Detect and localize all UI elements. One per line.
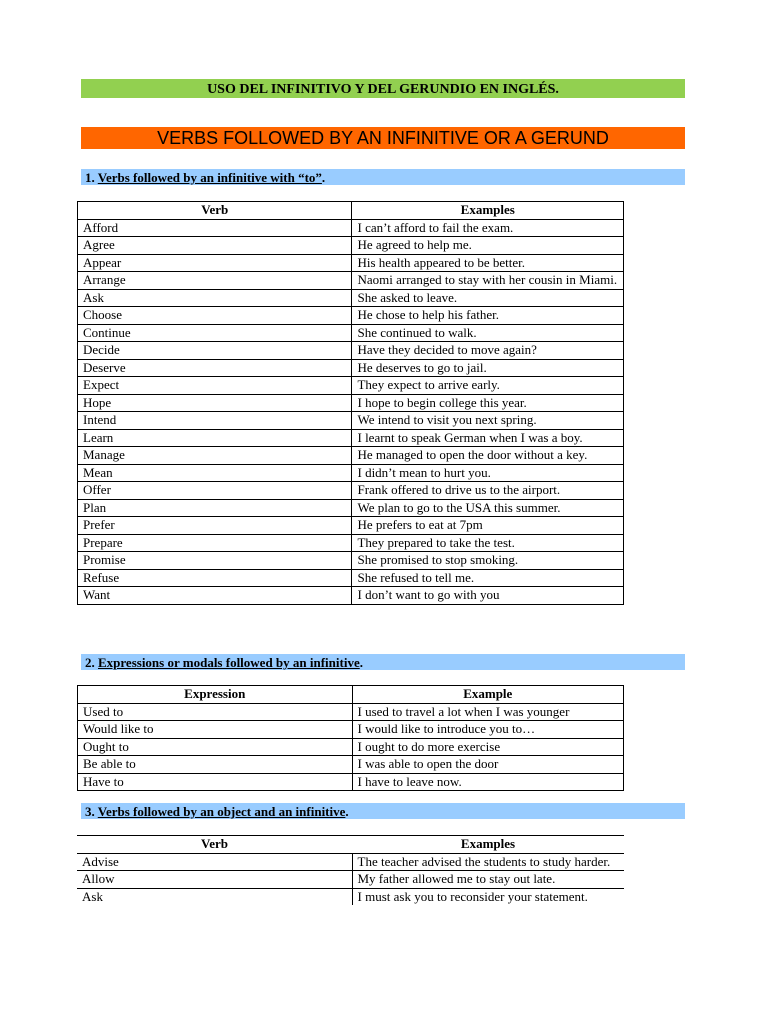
- column-header-verb: Verb: [77, 836, 352, 854]
- verb-object-table: [77, 835, 624, 905]
- example-cell: Have they decided to move again?: [352, 342, 624, 360]
- table-row: [78, 394, 624, 412]
- section-title: Expressions or modals followed by an infinitive: [98, 655, 360, 670]
- section-1-heading: [81, 169, 685, 185]
- verb-cell: Continue: [78, 324, 352, 342]
- table-row: [77, 888, 624, 905]
- example-cell: My father allowed me to stay out late.: [352, 871, 624, 889]
- document-subtitle: VERBS FOLLOWED BY AN INFINITIVE OR A GERUND: [81, 127, 685, 149]
- table-row: [78, 307, 624, 325]
- verb-cell: Learn: [78, 429, 352, 447]
- expression-table: [77, 685, 624, 791]
- example-cell: I didn’t mean to hurt you.: [352, 464, 624, 482]
- verb-cell: Ask: [77, 888, 352, 905]
- section-suffix: .: [321, 170, 326, 185]
- table-row: [77, 871, 624, 889]
- table-row: [78, 342, 624, 360]
- column-header-examples: Examples: [352, 836, 624, 854]
- verb-cell: Ought to: [78, 738, 353, 756]
- table-row: [78, 499, 624, 517]
- verb-cell: Offer: [78, 482, 352, 500]
- verb-cell: Decide: [78, 342, 352, 360]
- example-cell: I must ask you to reconsider your statement.: [352, 888, 624, 905]
- table-row: [78, 773, 624, 791]
- table-row: [78, 552, 624, 570]
- section-3-heading: [81, 803, 685, 819]
- example-cell: His health appeared to be better.: [352, 254, 624, 272]
- table-row: [78, 569, 624, 587]
- verb-cell: Agree: [78, 237, 352, 255]
- example-cell: I would like to introduce you to…: [352, 721, 624, 739]
- table-row: [78, 324, 624, 342]
- example-cell: He managed to open the door without a key.: [352, 447, 624, 465]
- verb-cell: Ask: [78, 289, 352, 307]
- verb-cell: Want: [78, 587, 352, 605]
- table-row: [77, 853, 624, 871]
- table-row: [78, 412, 624, 430]
- table-row: [78, 359, 624, 377]
- verb-cell: Plan: [78, 499, 352, 517]
- table-row: [78, 219, 624, 237]
- table-row: [78, 517, 624, 535]
- table-row: [78, 756, 624, 774]
- example-cell: I ought to do more exercise: [352, 738, 624, 756]
- verb-cell: Intend: [78, 412, 352, 430]
- table-row: [78, 377, 624, 395]
- example-cell: I can’t afford to fail the exam.: [352, 219, 624, 237]
- example-cell: They prepared to take the test.: [352, 534, 624, 552]
- example-cell: I hope to begin college this year.: [352, 394, 624, 412]
- example-cell: She refused to tell me.: [352, 569, 624, 587]
- verb-cell: Afford: [78, 219, 352, 237]
- verb-cell: Be able to: [78, 756, 353, 774]
- table-row: [78, 272, 624, 290]
- example-cell: I have to leave now.: [352, 773, 624, 791]
- table-row: [78, 738, 624, 756]
- example-cell: Frank offered to drive us to the airport.: [352, 482, 624, 500]
- table-row: [78, 721, 624, 739]
- verb-cell: Have to: [78, 773, 353, 791]
- table-row: [78, 587, 624, 605]
- table-row: [78, 254, 624, 272]
- verb-cell: Promise: [78, 552, 352, 570]
- verb-table-1: [77, 201, 624, 605]
- example-cell: I was able to open the door: [352, 756, 624, 774]
- example-cell: I learnt to speak German when I was a boy.: [352, 429, 624, 447]
- column-header-examples: Examples: [352, 202, 624, 220]
- table-row: [78, 482, 624, 500]
- table-row: [78, 447, 624, 465]
- column-header-verb: Verb: [78, 202, 352, 220]
- verb-cell: Appear: [78, 254, 352, 272]
- example-cell: He prefers to eat at 7pm: [352, 517, 624, 535]
- example-cell: We plan to go to the USA this summer.: [352, 499, 624, 517]
- table-row: [78, 237, 624, 255]
- verb-cell: Refuse: [78, 569, 352, 587]
- verb-cell: Hope: [78, 394, 352, 412]
- example-cell: He deserves to go to jail.: [352, 359, 624, 377]
- verb-cell: Prepare: [78, 534, 352, 552]
- section-number: 2.: [85, 655, 95, 670]
- verb-cell: Manage: [78, 447, 352, 465]
- example-cell: We intend to visit you next spring.: [352, 412, 624, 430]
- table-row: [78, 429, 624, 447]
- document-title: USO DEL INFINITIVO Y DEL GERUNDIO EN INGLÉS.: [81, 79, 685, 98]
- column-header-example: Example: [352, 686, 624, 704]
- example-cell: She asked to leave.: [352, 289, 624, 307]
- verb-cell: Deserve: [78, 359, 352, 377]
- verb-cell: Allow: [77, 871, 352, 889]
- example-cell: They expect to arrive early.: [352, 377, 624, 395]
- section-number: 1.: [85, 170, 95, 185]
- section-number: 3.: [85, 804, 95, 819]
- example-cell: I used to travel a lot when I was younger: [352, 703, 624, 721]
- verb-cell: Choose: [78, 307, 352, 325]
- section-suffix: .: [359, 655, 363, 670]
- example-cell: Naomi arranged to stay with her cousin in Miami.: [352, 272, 624, 290]
- verb-cell: Arrange: [78, 272, 352, 290]
- example-cell: He chose to help his father.: [352, 307, 624, 325]
- table-row: [78, 289, 624, 307]
- example-cell: She promised to stop smoking.: [352, 552, 624, 570]
- verb-cell: Would like to: [78, 721, 353, 739]
- verb-cell: Prefer: [78, 517, 352, 535]
- section-suffix: .: [345, 804, 349, 819]
- section-title: Verbs followed by an infinitive with “to”: [97, 170, 322, 185]
- verb-cell: Advise: [77, 853, 352, 871]
- table-row: [78, 703, 624, 721]
- example-cell: He agreed to help me.: [352, 237, 624, 255]
- example-cell: She continued to walk.: [352, 324, 624, 342]
- example-cell: The teacher advised the students to study harder.: [352, 853, 624, 871]
- section-title: Verbs followed by an object and an infinitive: [97, 804, 346, 819]
- verb-cell: Used to: [78, 703, 353, 721]
- section-2-heading: [81, 654, 685, 670]
- example-cell: I don’t want to go with you: [352, 587, 624, 605]
- verb-cell: Expect: [78, 377, 352, 395]
- column-header-expression: Expression: [78, 686, 353, 704]
- table-row: [78, 534, 624, 552]
- verb-cell: Mean: [78, 464, 352, 482]
- table-row: [78, 464, 624, 482]
